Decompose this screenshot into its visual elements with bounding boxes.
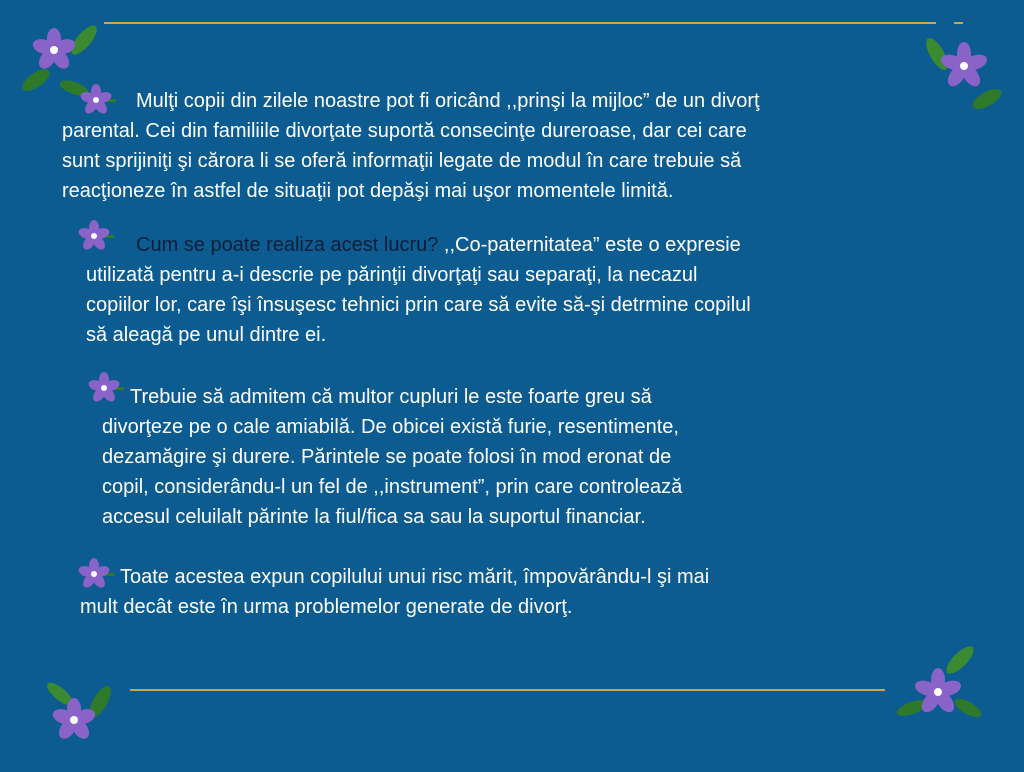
paragraph-2 bbox=[86, 230, 966, 350]
flower-cluster-icon bbox=[30, 672, 130, 772]
paragraph-line: parental. Cei din familiile divorţate suportă consecinţe dureroase, dar cei care bbox=[62, 120, 747, 142]
question-text: Cum se poate realiza acest lucru? bbox=[136, 234, 439, 256]
paragraph-line: sunt sprijiniţi şi cărora li se oferă informaţii legate de modul în care trebuie să bbox=[62, 150, 742, 172]
paragraph-line: Toate acestea expun copilului unui risc mărit, împovărându-l şi mai bbox=[120, 566, 710, 588]
paragraph-line: accesul celuilalt părinte la fiul/fica sa sau la suportul financiar. bbox=[102, 506, 646, 528]
paragraph-line: să aleagă pe unul dintre ei. bbox=[86, 324, 327, 346]
paragraph-line: mult decât este în urma problemelor generate de divorţ. bbox=[80, 596, 573, 618]
paragraph-line: copil, considerându-l un fel de ,,instrument”, prin care controlează bbox=[102, 476, 683, 498]
paragraph-4 bbox=[80, 562, 940, 622]
paragraph-line: dezamăgire şi durere. Părintele se poate folosi în mod eronat de bbox=[102, 446, 672, 468]
paragraph-line: Mulţi copii din zilele noastre pot fi oricând ,,prinşi la mijloc” de un divorţ bbox=[136, 90, 760, 112]
paragraph-1 bbox=[62, 86, 962, 206]
paragraph-line: Trebuie să admitem că multor cupluri le este foarte greu să bbox=[130, 386, 652, 408]
paragraph-line: divorţeze pe o cale amiabilă. De obicei există furie, resentimente, bbox=[102, 416, 679, 438]
paragraph-line: utilizată pentru a-i descrie pe părinţii divorţaţi sau separaţi, la necazul bbox=[86, 264, 698, 286]
paragraph-3 bbox=[102, 382, 922, 532]
paragraph-line: reacţioneze în astfel de situaţii pot depăşi mai uşor momentele limită. bbox=[62, 180, 674, 202]
flower-cluster-icon bbox=[890, 638, 990, 738]
paragraph-text: ,,Co-paternitatea” este o expresie bbox=[438, 234, 741, 256]
top-divider-line bbox=[104, 22, 936, 24]
paragraph-line bbox=[86, 230, 966, 260]
bottom-divider-line bbox=[130, 689, 885, 691]
paragraph-line: copiilor lor, care îşi însuşesc tehnici prin care să evite să-şi detrmine copilul bbox=[86, 294, 751, 316]
